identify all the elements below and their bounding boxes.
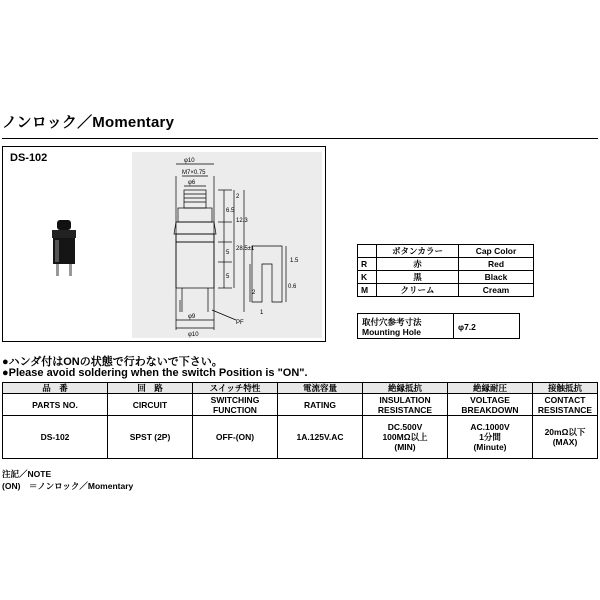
cap-color-en: Cream <box>459 284 534 297</box>
spec-header-jp: 回 路 <box>108 383 193 394</box>
photo-cap <box>57 220 71 230</box>
title-divider <box>2 138 598 139</box>
dim-top-1: M7×0.75 <box>182 170 206 176</box>
cap-color-code: R <box>358 258 377 271</box>
spec-header-en-line: BREAKDOWN <box>461 404 519 415</box>
spec-header-jp: 電流容量 <box>278 383 363 394</box>
dim-top-0: φ10 <box>184 158 195 164</box>
mounting-hole-label-en: Mounting Hole <box>362 327 422 337</box>
footnote-text: (ON) ＝ノンロック／Momentary <box>2 481 134 491</box>
dim-v-2: 12.3 <box>236 218 248 224</box>
mounting-hole-box <box>357 313 520 339</box>
cap-color-row <box>358 284 534 297</box>
spec-header-en-line: PARTS NO. <box>32 399 78 410</box>
spec-header-en-line: RESISTANCE <box>537 404 593 415</box>
dim-bottom-0: φ9 <box>188 314 196 320</box>
spec-header-en <box>193 394 278 416</box>
pin-dim-0: 1.5 <box>290 258 299 264</box>
spec-insulation <box>363 416 448 459</box>
soldering-note-jp: ●ハンダ付はONの状態で行わないで下さい。 <box>2 356 223 368</box>
spec-header-jp-row <box>3 383 598 394</box>
mounting-hole-value: φ7.2 <box>458 322 476 332</box>
spec-table <box>2 382 598 459</box>
spec-header-en <box>278 394 363 416</box>
dim-v-4: 5 <box>226 274 230 280</box>
spec-contact <box>533 416 598 459</box>
spec-rating: 1A.125V.AC <box>278 416 363 459</box>
pin-dim-3: 1 <box>260 310 264 316</box>
spec-header-en-line: RATING <box>304 399 336 410</box>
page-title: ノンロック／Momentary <box>2 114 175 131</box>
spec-header-en <box>3 394 108 416</box>
cap-color-en: Black <box>459 271 534 284</box>
spec-header-en-line: CONTACT <box>544 394 586 405</box>
spec-header-jp: 絶縁抵抗 <box>363 383 448 394</box>
spec-header-en-line: SWITCHING <box>210 394 260 405</box>
spec-header-en-line: CIRCUIT <box>132 399 168 410</box>
dim-v-1: 6.5 <box>226 208 235 214</box>
spec-header-en <box>533 394 598 416</box>
spec-header-jp: 接触抵抗 <box>533 383 598 394</box>
photo-highlight <box>55 240 59 262</box>
dim-v-5: 28.5±1 <box>236 246 255 252</box>
pf-label: PF <box>236 320 244 326</box>
spec-header-en-row <box>3 394 598 416</box>
spec-header-en-line: FUNCTION <box>213 404 257 415</box>
spec-insulation-line: 100MΩ以上 <box>382 432 428 442</box>
spec-function: OFF-(ON) <box>193 416 278 459</box>
mounting-hole-labels <box>362 317 422 337</box>
model-label: DS-102 <box>10 152 48 164</box>
spec-insulation-line: DC.500V <box>387 422 423 432</box>
cap-color-header-row <box>358 245 534 258</box>
spec-header-jp: 品 番 <box>3 383 108 394</box>
soldering-note-en: ●Please avoid soldering when the switch Position is "ON". <box>2 367 308 379</box>
photo-terminal-right <box>69 264 72 276</box>
spec-header-en <box>448 394 533 416</box>
switch-photo <box>44 216 84 278</box>
cap-color-en: Red <box>459 258 534 271</box>
dim-bottom-1: φ10 <box>188 332 199 338</box>
spec-voltage-line: 1分間 <box>479 432 501 442</box>
cap-color-jp: 赤 <box>377 258 459 271</box>
cap-color-row <box>358 258 534 271</box>
spec-header-en-line: INSULATION <box>379 394 431 405</box>
spec-header-en-line: VOLTAGE <box>470 394 510 405</box>
mounting-hole-divider <box>453 314 454 338</box>
pin-dim-1: 0.6 <box>288 284 297 290</box>
spec-header-en <box>363 394 448 416</box>
spec-contact-line: 20mΩ以下 <box>544 427 586 437</box>
spec-header-en-line: RESISTANCE <box>377 404 433 415</box>
cap-color-jp: クリーム <box>377 284 459 297</box>
photo-nut <box>52 230 76 238</box>
dim-top-2: φ6 <box>188 180 196 186</box>
dim-v-0: 2 <box>236 194 240 200</box>
cap-color-code: M <box>358 284 377 297</box>
mounting-hole-label-jp: 取付穴参考寸法 <box>362 317 422 327</box>
cap-color-jp: 黒 <box>377 271 459 284</box>
spec-header-en <box>108 394 193 416</box>
cap-color-header-en: Cap Color <box>459 245 534 258</box>
cap-color-row <box>358 271 534 284</box>
dimension-drawing <box>132 152 322 338</box>
spec-part-number: DS-102 <box>3 416 108 459</box>
spec-insulation-line: (MIN) <box>394 442 416 452</box>
spec-header-jp: スイッチ特性 <box>193 383 278 394</box>
cap-color-code: K <box>358 271 377 284</box>
spec-circuit: SPST (2P) <box>108 416 193 459</box>
spec-data-row <box>3 416 598 459</box>
spec-contact-line: (MAX) <box>552 437 578 447</box>
dim-v-3: 5 <box>226 250 230 256</box>
pin-dim-2: 2 <box>252 290 256 296</box>
spec-voltage <box>448 416 533 459</box>
spec-header-jp: 絶縁耐圧 <box>448 383 533 394</box>
footnote-label: 注記／NOTE <box>2 469 52 479</box>
cap-color-header-jp: ボタンカラー <box>377 245 459 258</box>
spec-voltage-line: AC.1000V <box>470 422 510 432</box>
cap-color-header-code <box>358 245 377 258</box>
spec-voltage-line: (Minute) <box>473 442 507 452</box>
photo-terminal-left <box>56 264 59 276</box>
cap-color-table <box>357 244 534 297</box>
